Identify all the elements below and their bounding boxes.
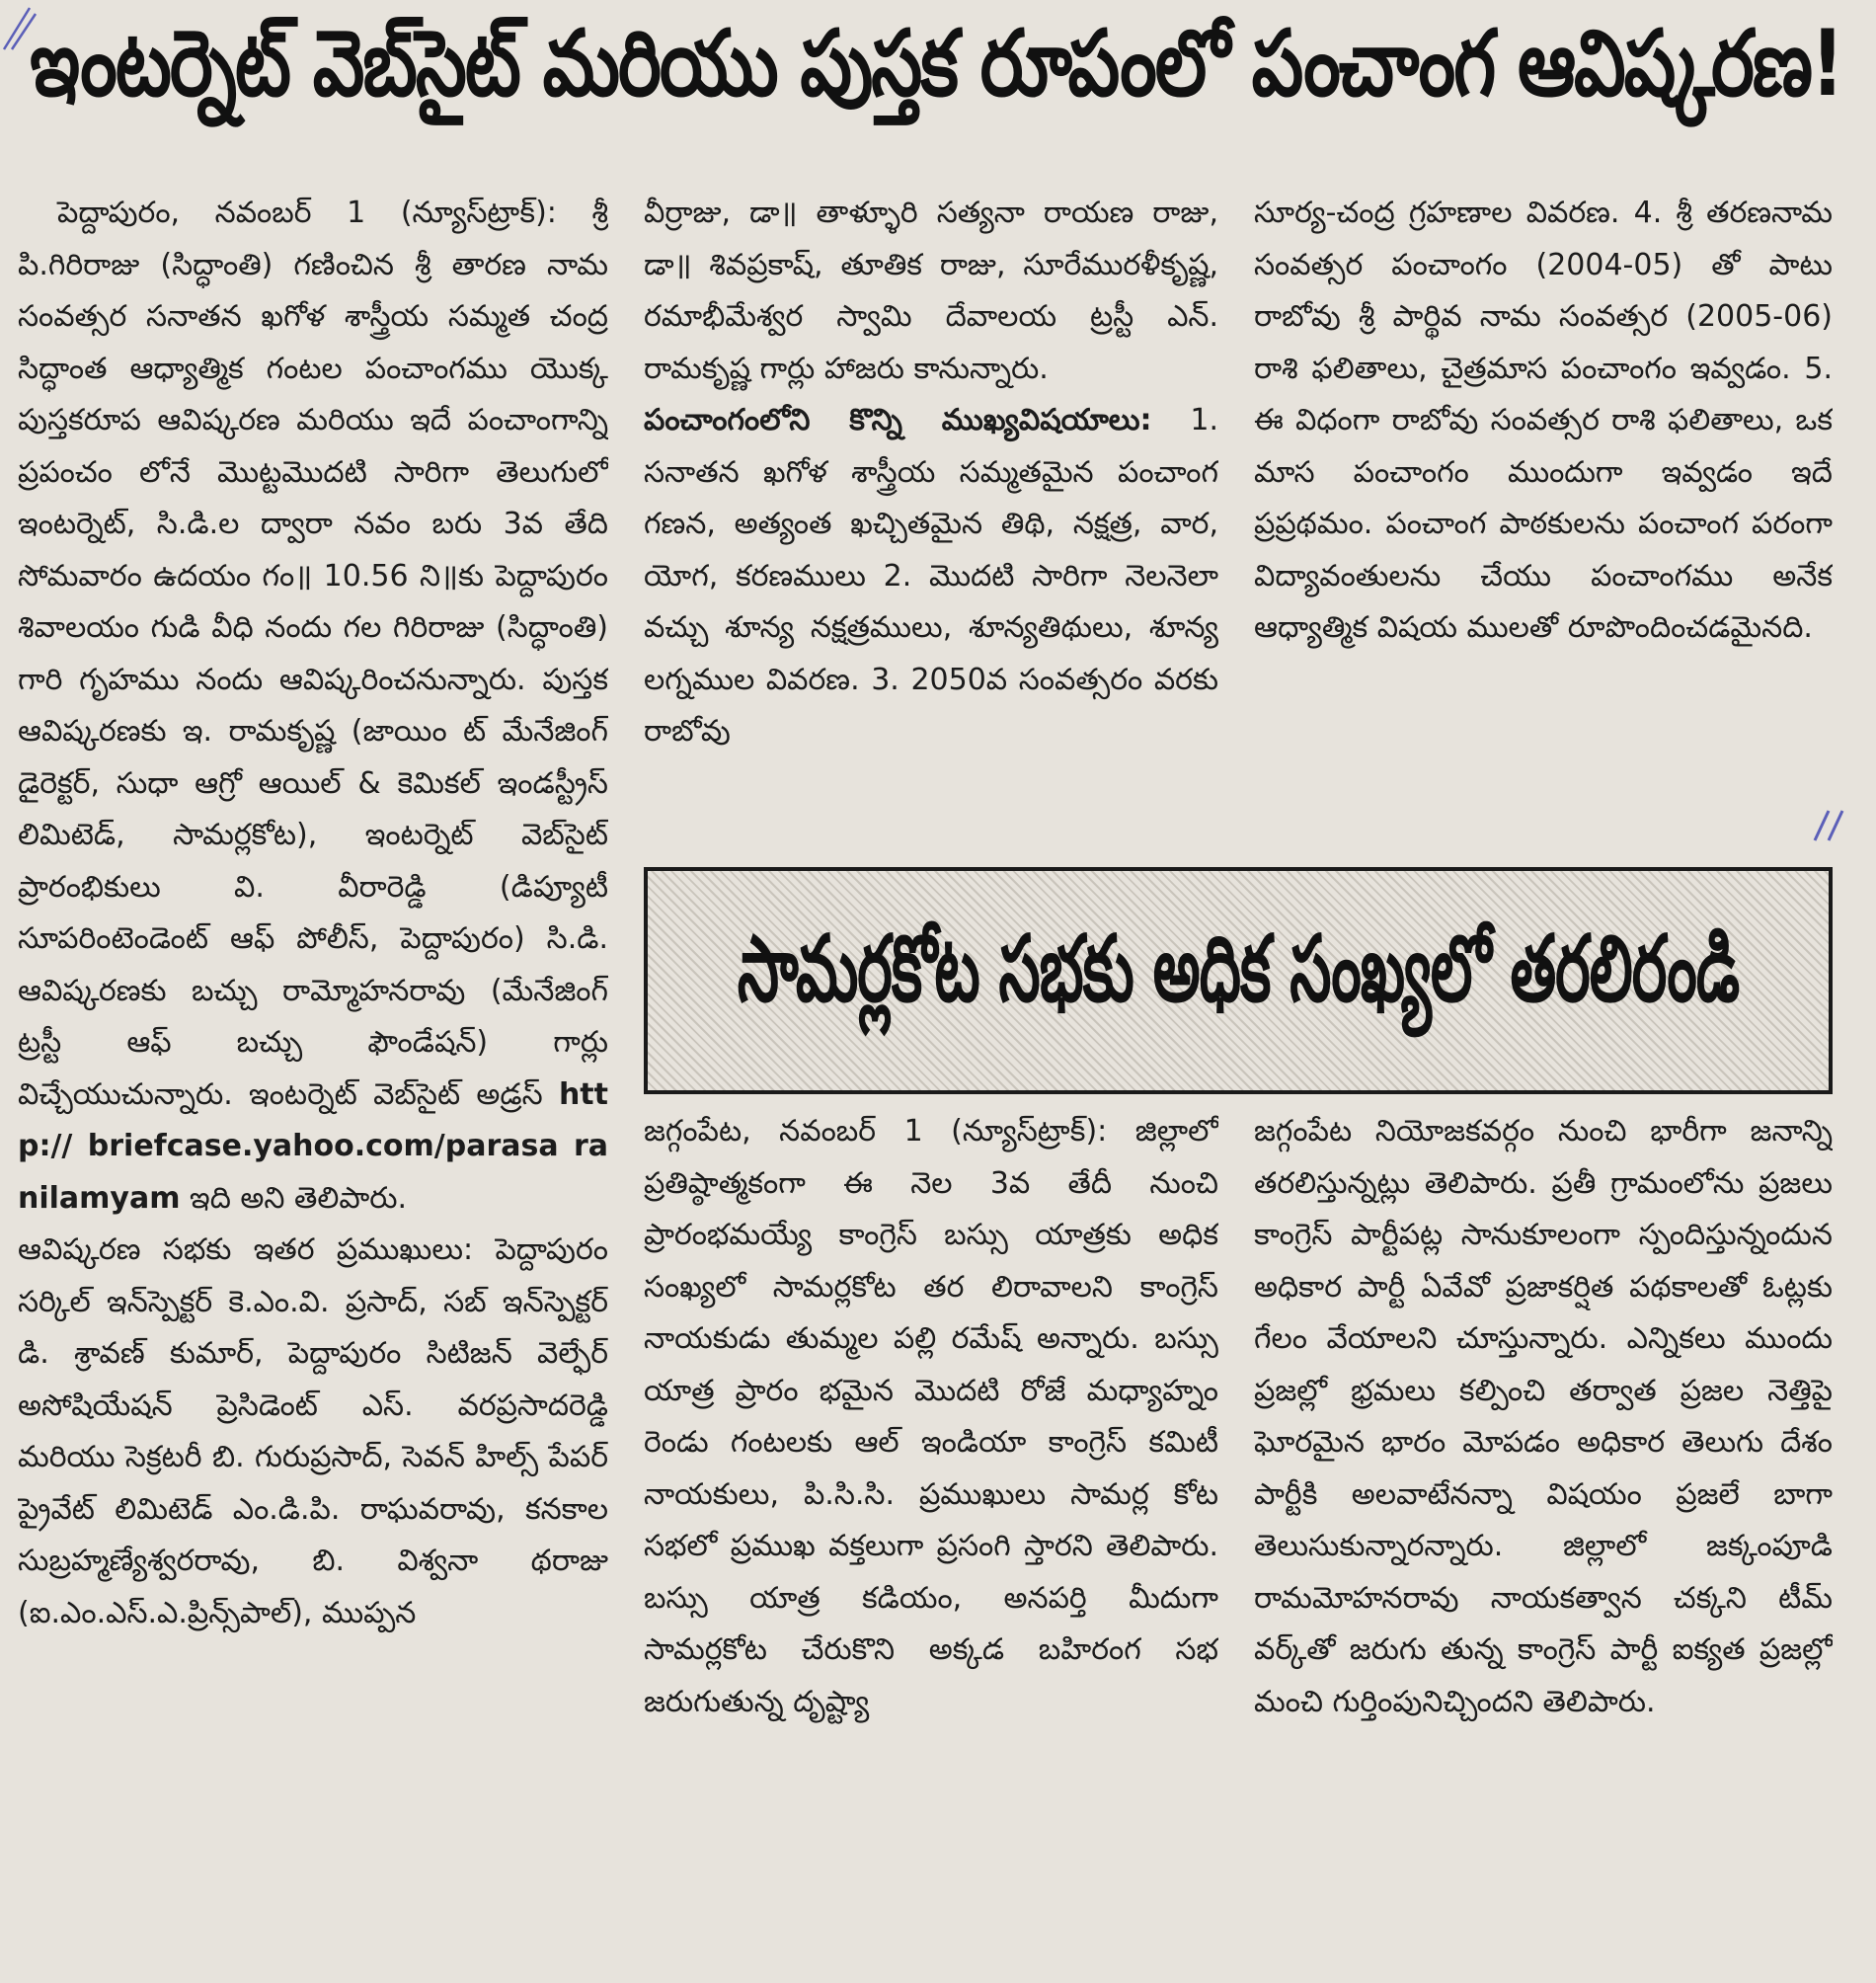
article1-col2-paragraph: వీర్రాజు, డా॥ తాళ్ళూరి సత్యనా రాయణ రాజు, డా॥ శివప్రకాష్, తూతిక రాజు, సూరేమురళీకృష్ణ, రమాభీమేశ్వర స్వామి దేవాలయ ట్రస్టీ ఎన్. రామకృష్ణ గార్లు హాజరు కానున్నారు. — [644, 196, 1218, 386]
article1-column-3 — [1254, 188, 1833, 859]
article2-headline: సామర్లకోట సభకు అధిక సంఖ్యలో తరలిరండి — [737, 915, 1740, 1024]
article1-col1-paragraph: పెద్దాపురం, నవంబర్ 1 (న్యూస్‌ట్రాక్): శ్రీ పి.గిరిరాజు (సిద్ధాంతి) గణించిన శ్రీ తారణ నామ సంవత్సర సనాతన ఖగోళ శాస్త్రీయ సమ్మత చంద్ర సిద్ధాంత ఆధ్యాత్మిక గంటల పంచాంగము యొక్క పుస్తకరూప ఆవిష్కరణ మరియు ఇదే పంచాంగాన్ని ప్రపంచం లోనే మొట్టమొదటి సారిగా తెలుగులో ఇంటర్నెట్, సి.డి.ల ద్వారా నవం బరు 3వ తేది సోమవారం ఉదయం గం॥ 10.56 ని॥కు పెద్దాపురం శివాలయం గుడి వీధి నందు గల గిరిరాజు (సిద్ధాంతి) గారి గృహము నందు ఆవిష్కరించనున్నారు. పుస్తక ఆవిష్కరణకు ఇ. రామకృష్ణ (జాయిం ట్ మేనేజింగ్ డైరెక్టర్, సుధా ఆగ్రో ఆయిల్ & కెమికల్ ఇండస్ట్రీస్ లిమిటెడ్, సామర్లకోట), ఇంటర్నెట్ వెబ్‌సైట్ ప్రారంభికులు వి. వీరారెడ్డి (డిప్యూటీ సూపరింటెండెంట్ ఆఫ్ పోలీస్, పెద్దాపురం) సి.డి. ఆవిష్కరణకు బచ్చు రామ్మోహనరావు (మేనేజింగ్ ట్రస్టీ ఆఫ్ బచ్చు ఫౌండేషన్) గార్లు విచ్చేయుచున్నారు. ఇంటర్నెట్ వెబ్‌సైట్ అడ్రస్ — [18, 196, 608, 1112]
article2-headline-box — [644, 867, 1833, 1094]
article1-column-2 — [644, 188, 1218, 859]
article1-features-list: 1. సనాతన ఖగోళ శాస్త్రీయ సమ్మతమైన పంచాంగ గణన, అత్యంత ఖచ్చితమైన తిథి, నక్షత్ర, వార, యోగ, కరణములు 2. మొదటి సారిగా నెలనెలా వచ్చు శూన్య నక్షత్రములు, శూన్యతిథులు, శూన్య లగ్నముల వివరణ. 3. 2050వ సంవత్సరం వరకు రాబోవు — [644, 403, 1218, 749]
article2-col2-paragraph: జగ్గంపేట, నవంబర్ 1 (న్యూస్‌ట్రాక్): జిల్లాలో ప్రతిష్ఠాత్మకంగా ఈ నెల 3వ తేదీ నుంచి ప్రారంభమయ్యే కాంగ్రెస్ బస్సు యాత్రకు అధిక సంఖ్యలో సామర్లకోట తర లిరావాలని కాంగ్రెస్ నాయకుడు తుమ్మల పల్లి రమేష్ అన్నారు. బస్సు యాత్ర ప్రారం భమైన మొదటి రోజే మధ్యాహ్నం రెండు గంటలకు ఆల్ ఇండియా కాంగ్రెస్ కమిటీ నాయకులు, పి.సి.సి. ప్రముఖులు సామర్ల కోట సభలో ప్రముఖ వక్తలుగా ప్రసంగి స్తారని తెలిపారు. బస్సు యాత్ర కడియం, అనపర్తి మీదుగా సామర్లకోట చేరుకొని అక్కడ బహిరంగ సభ జరుగుతున్న దృష్ట్యా — [644, 1114, 1218, 1719]
headline: ఇంటర్నెట్ వెబ్‌సైట్ మరియు పుస్తక రూపంలో పంచాంగ ఆవిష్కరణ! — [30, 11, 1842, 118]
article1-col1-paragraph-end: ఇది అని తెలిపారు. — [190, 1180, 407, 1216]
editor-mark-icon — [1807, 805, 1866, 844]
article2-column-3 — [1254, 1106, 1833, 1975]
article2-col3-paragraph: జగ్గంపేట నియోజకవర్గం నుంచి భారీగా జనాన్ని తరలిస్తున్నట్లు తెలిపారు. ప్రతీ గ్రామంలోను ప్రజలు కాంగ్రెస్ పార్టీపట్ల సానుకూలంగా స్పందిస్తున్నందున అధికార పార్టీ ఏవేవో ప్రజాకర్షిత పథకాలతో ఓట్లకు గేలం వేయాలని చూస్తున్నారు. ఎన్నికలు ముందు ప్రజల్లో భ్రమలు కల్పించి తర్వాత ప్రజల నెత్తిపై ఘోరమైన భారం మోపడం అధికార తెలుగు దేశం పార్టీకి అలవాటేనన్నా విషయం ప్రజలే బాగా తెలుసుకున్నారన్నారు. జిల్లాలో జక్కంపూడి రామమోహనరావు నాయకత్వాన చక్కని టీమ్ వర్క్‌తో జరుగు తున్న కాంగ్రెస్ పార్టీ ఐక్యత ప్రజల్లో మంచి గుర్తింపునిచ్చిందని తెలిపారు. — [1254, 1114, 1833, 1719]
article1-dignitaries-paragraph: ఆవిష్కరణ సభకు ఇతర ప్రముఖులు: పెద్దాపురం సర్కిల్ ఇన్‌స్పెక్టర్ కె.ఎం.వి. ప్రసాద్, సబ్ ఇన్‌స్పెక్టర్ డి. శ్రావణ్ కుమార్, పెద్దాపురం సిటిజన్ వెల్ఫేర్ అసోషియేషన్ ప్రెసిడెంట్ ఎస్. వరప్రసాదరెడ్డి మరియు సెక్రటరీ బి. గురుప్రసాద్, సెవన్ హిల్స్ పేపర్ ప్రైవేట్ లిమిటెడ్ ఎం.డి.పి. రాఘవరావు, కనకాల సుబ్రహ్మణ్యేశ్వరరావు, బి. విశ్వనా థరాజు (ఐ.ఎం.ఎస్.ఎ.ప్రిన్స్‌పాల్), ముప్పన — [18, 1232, 608, 1630]
article1-subheading: పంచాంగంలోని కొన్ని ముఖ్యవిషయాలు: — [644, 403, 1152, 437]
article1-col3-paragraph: సూర్య-చంద్ర గ్రహణాల వివరణ. 4. శ్రీ తరణనామ సంవత్సర పంచాంగం (2004-05) తో పాటు రాబోవు శ్రీ పార్థివ నామ సంవత్సర (2005-06) రాశి ఫలితాలు, చైత్రమాస పంచాంగం ఇవ్వడం. 5. ఈ విధంగా రాబోవు సంవత్సర రాశి ఫలితాలు, ఒక మాస పంచాంగం ముందుగా ఇవ్వడం ఇదే ప్రప్రథమం. పంచాంగ పాఠకులను పంచాంగ పరంగా విద్యావంతులను చేయు పంచాంగము అనేక ఆధ్యాత్మిక విషయ ములతో రూపొందించడమైనది. — [1254, 196, 1833, 645]
website-url: http:// briefcase.yahoo.com/parasa ranilamyam — [18, 1076, 608, 1216]
article2-column-2 — [644, 1106, 1218, 1975]
article1-column-1 — [18, 188, 608, 1975]
